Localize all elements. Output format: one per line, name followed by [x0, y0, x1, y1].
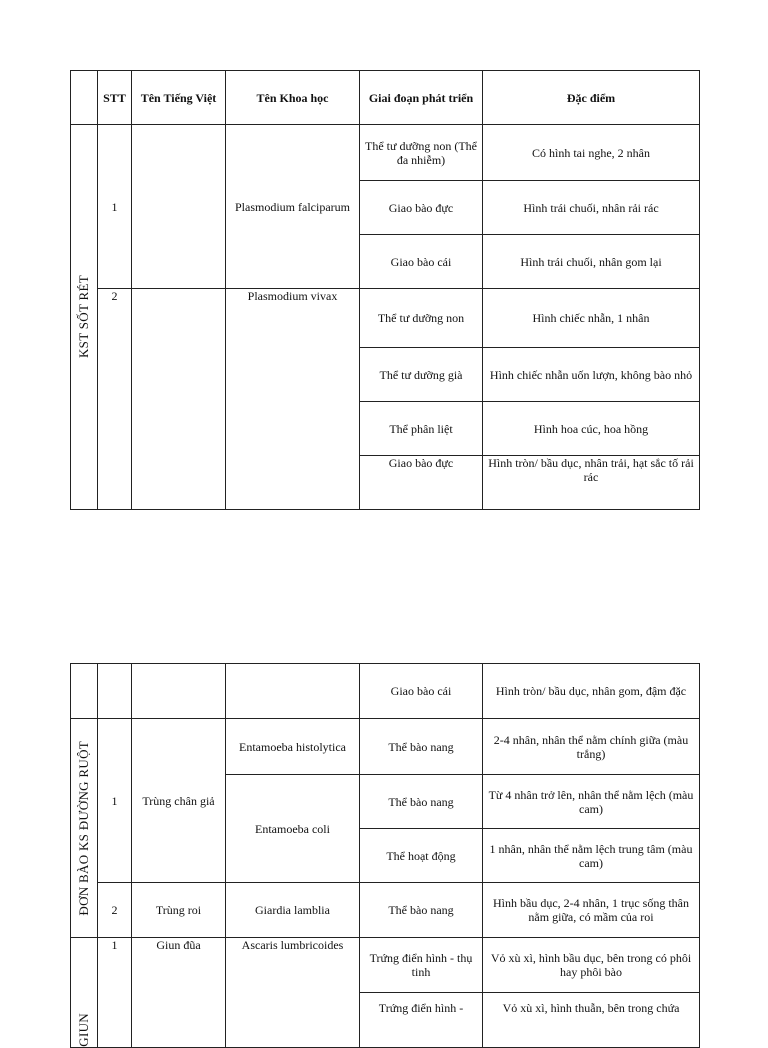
vn-name-cell: Trùng chân giả	[132, 719, 226, 883]
stage-cell: Trứng điển hình -	[360, 993, 483, 1048]
sci-name-cell: Entamoeba histolytica	[226, 719, 360, 775]
stt-cell: 1	[98, 719, 132, 883]
feature-cell: Hình trái chuối, nhân gom lại	[483, 235, 700, 289]
table-row	[71, 289, 700, 348]
sci-name-cell: Plasmodium vivax	[226, 289, 360, 510]
vn-name-cell: Trùng roi	[132, 883, 226, 938]
table-row	[71, 883, 700, 938]
feature-cell: 2-4 nhân, nhân thể nằm chính giữa (màu trắng)	[483, 719, 700, 775]
stage-cell: Thể phân liệt	[360, 402, 483, 456]
header-scientific-name: Tên Khoa học	[226, 71, 360, 125]
group-label-malaria: KST SỐT RÉT	[76, 275, 91, 359]
feature-cell: Vỏ xù xì, hình bầu dục, bên trong có phôi hay phôi bào	[483, 938, 700, 993]
stt-cell: 1	[98, 125, 132, 289]
stage-cell: Thể hoạt động	[360, 829, 483, 883]
stage-cell: Thể tư dưỡng già	[360, 348, 483, 402]
stt-cell: 2	[98, 289, 132, 510]
feature-cell: Hình tròn/ bầu dục, nhân trải, hạt sắc tố rải rác	[483, 456, 700, 510]
header-vietnamese-name: Tên Tiếng Việt	[132, 71, 226, 125]
group-label-cell	[71, 719, 98, 938]
vn-name-cell	[132, 289, 226, 510]
malaria-parasite-table	[70, 70, 700, 510]
sci-name-cell	[226, 664, 360, 719]
stage-cell: Giao bào đực	[360, 456, 483, 510]
header-stage: Giai đoạn phát triển	[360, 71, 483, 125]
feature-cell: Có hình tai nghe, 2 nhân	[483, 125, 700, 181]
intestinal-parasite-table	[70, 663, 700, 1048]
feature-cell: Hình hoa cúc, hoa hồng	[483, 402, 700, 456]
sci-name-cell: Plasmodium falciparum	[226, 125, 360, 289]
table-row	[71, 664, 700, 719]
feature-cell: Hình bầu dục, 2-4 nhân, 1 trục sống thân nằm giữa, có mầm của roi	[483, 883, 700, 938]
group-label-cell	[71, 938, 98, 1048]
stt-cell: 2	[98, 883, 132, 938]
stage-cell: Giao bào cái	[360, 664, 483, 719]
stage-cell: Thể tư dưỡng non	[360, 289, 483, 348]
feature-cell: Hình chiếc nhẫn uốn lượn, không bào nhỏ	[483, 348, 700, 402]
sci-name-cell: Giardia lamblia	[226, 883, 360, 938]
group-label-cell	[71, 125, 98, 510]
stage-cell: Trứng điển hình - thụ tinh	[360, 938, 483, 993]
group-label-worm: GIUN	[76, 1013, 91, 1047]
group-label-intestinal-protozoa: ĐƠN BÀO KS ĐƯỜNG RUỘT	[76, 740, 91, 916]
vn-name-cell: Giun đũa	[132, 938, 226, 1048]
feature-cell: Vỏ xù xì, hình thuẫn, bên trong chứa	[483, 993, 700, 1048]
feature-cell: Hình chiếc nhẫn, 1 nhân	[483, 289, 700, 348]
feature-cell: 1 nhân, nhân thể nằm lệch trung tâm (màu cam)	[483, 829, 700, 883]
table-header-row	[71, 71, 700, 125]
feature-cell: Từ 4 nhân trở lên, nhân thể nằm lệch (màu cam)	[483, 775, 700, 829]
stage-cell: Thể tư dưỡng non (Thể đa nhiễm)	[360, 125, 483, 181]
table-row	[71, 938, 700, 993]
stage-cell: Thể bào nang	[360, 775, 483, 829]
vn-name-cell	[132, 664, 226, 719]
header-stt: STT	[98, 71, 132, 125]
stage-cell: Giao bào cái	[360, 235, 483, 289]
stt-cell: 1	[98, 938, 132, 1048]
sci-name-cell: Ascaris lumbricoides	[226, 938, 360, 1048]
vn-name-cell	[132, 125, 226, 289]
stage-cell: Giao bào đực	[360, 181, 483, 235]
table-row	[71, 125, 700, 181]
group-label-cell	[71, 664, 98, 719]
stage-cell: Thể bào nang	[360, 719, 483, 775]
stt-cell	[98, 664, 132, 719]
header-blank	[71, 71, 98, 125]
header-feature: Đặc điểm	[483, 71, 700, 125]
feature-cell: Hình tròn/ bầu dục, nhân gom, đậm đặc	[483, 664, 700, 719]
sci-name-cell: Entamoeba coli	[226, 775, 360, 883]
stage-cell: Thể bào nang	[360, 883, 483, 938]
table-row	[71, 719, 700, 775]
feature-cell: Hình trái chuối, nhân rải rác	[483, 181, 700, 235]
